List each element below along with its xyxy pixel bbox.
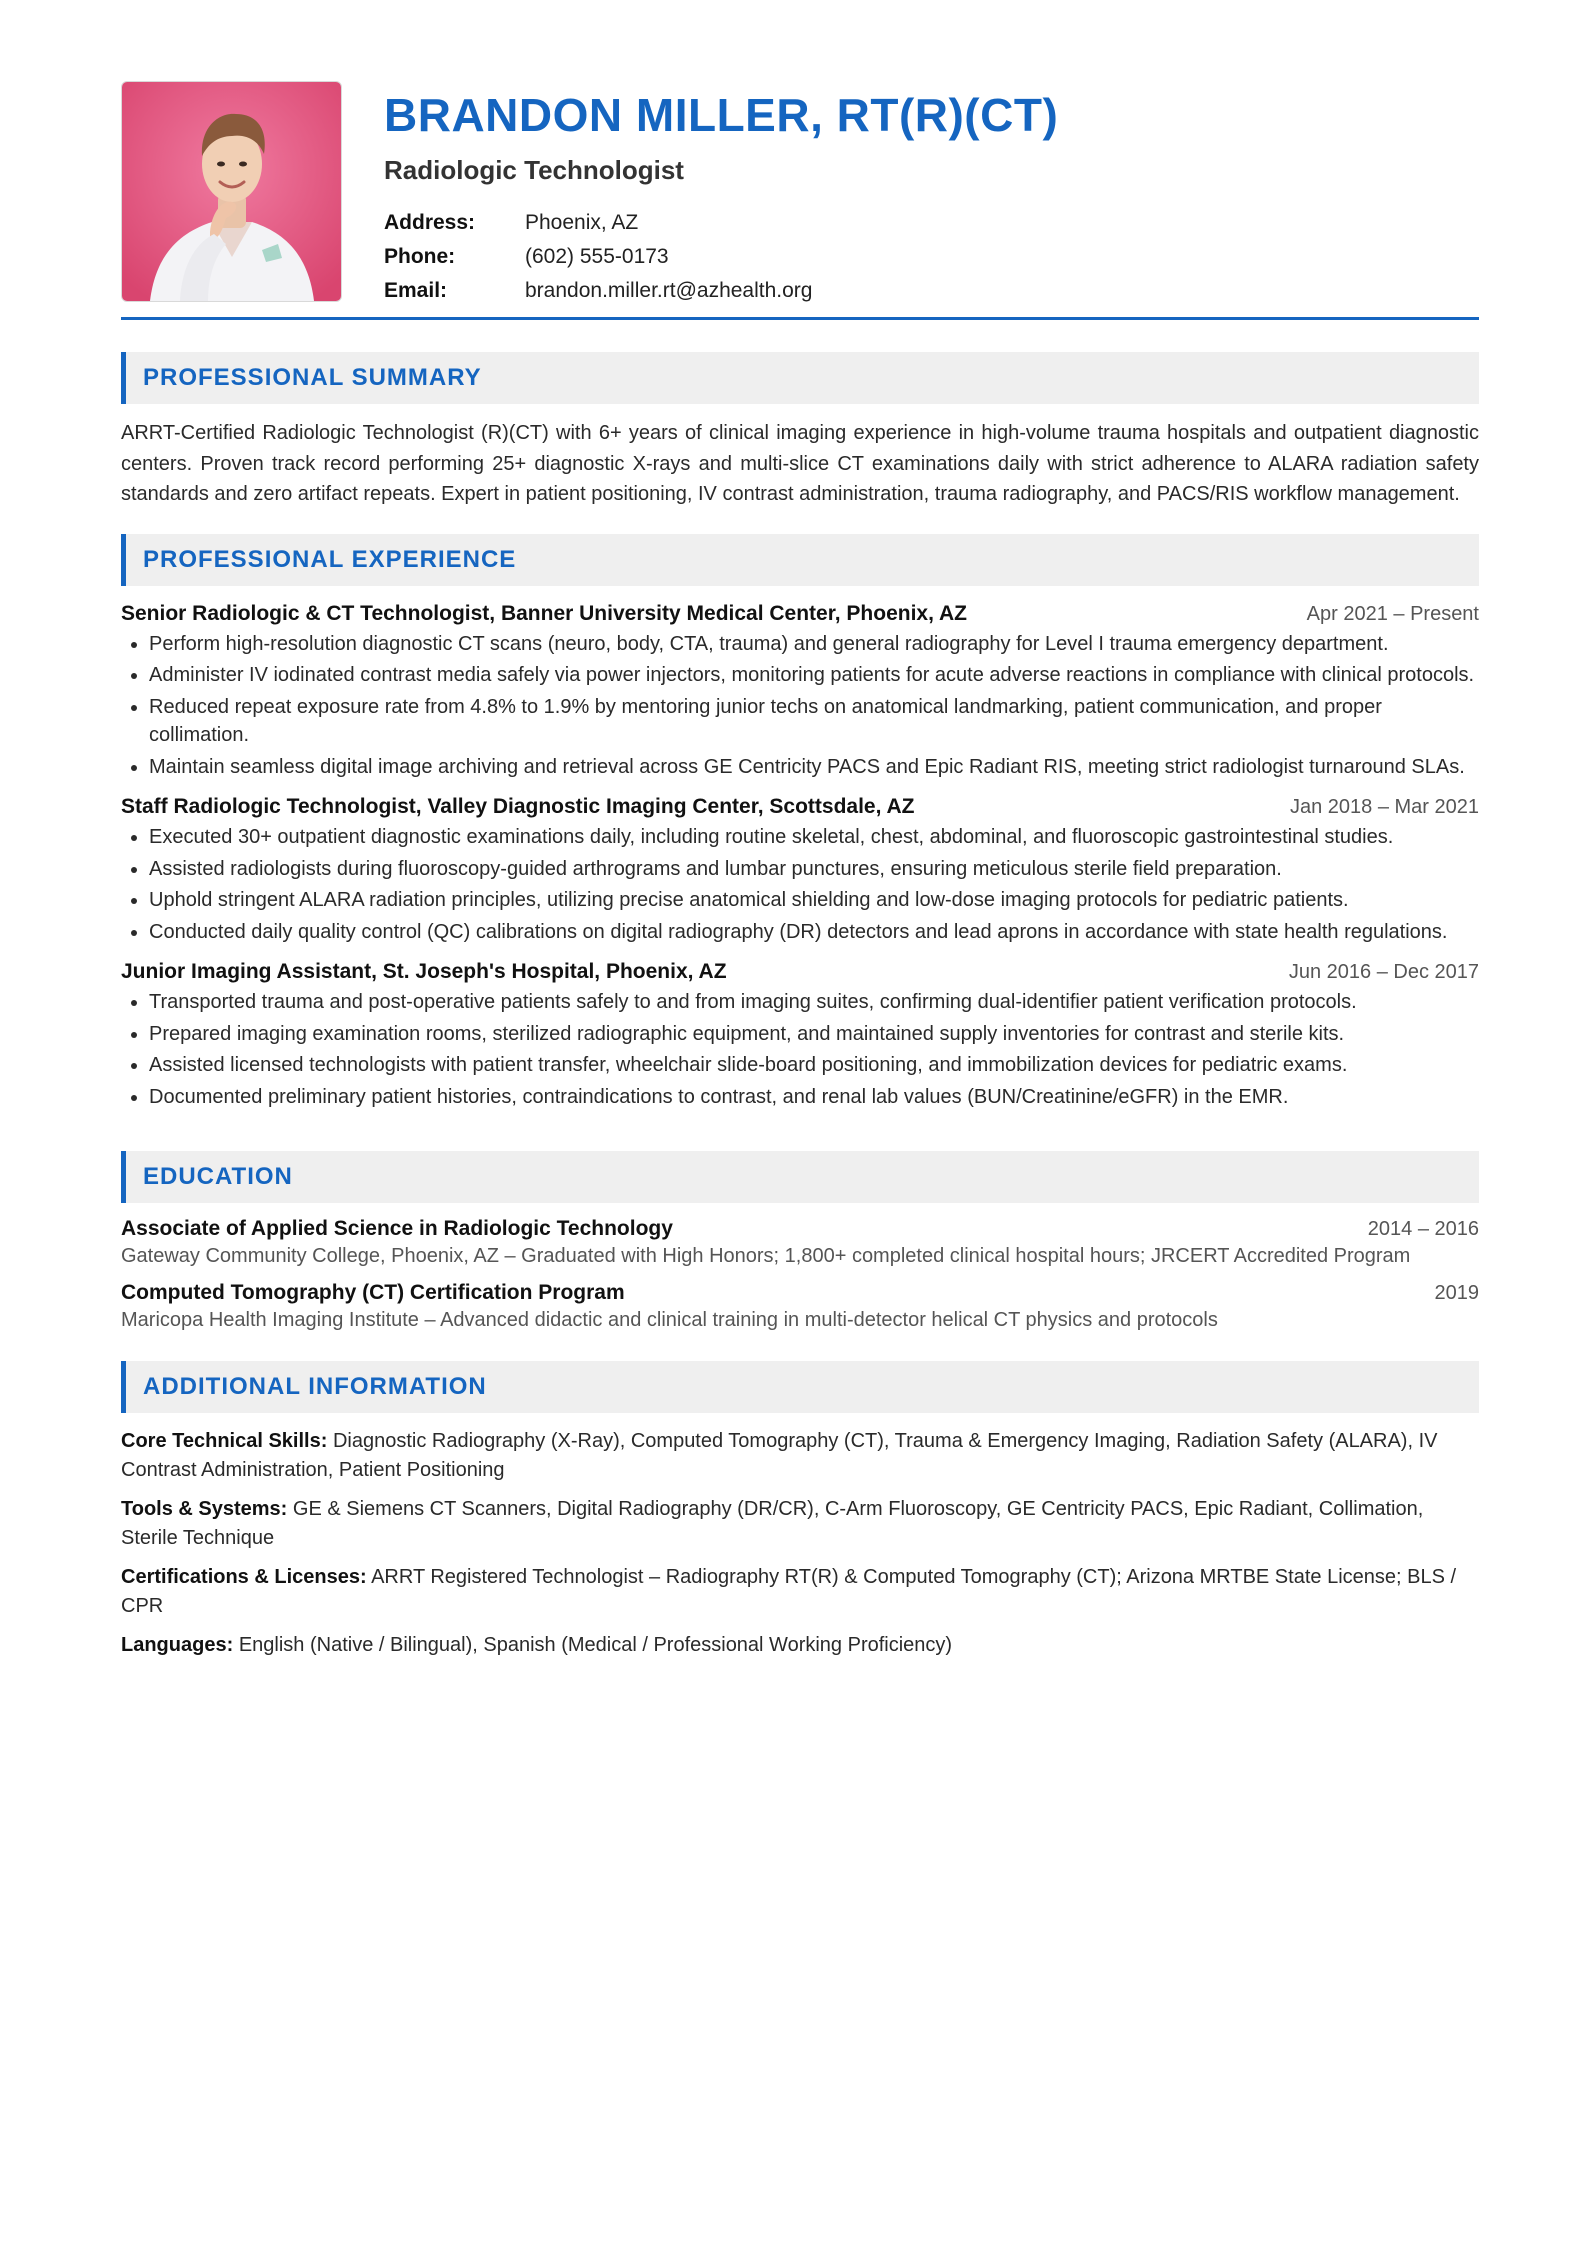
job-entry — [121, 795, 1479, 946]
job-header — [121, 795, 1479, 819]
education-entry — [121, 1281, 1479, 1335]
education-dates: 2019 — [1434, 1282, 1479, 1304]
bullet-item: • Perform high-resolution diagnostic CT scans (neuro, body, CTA, trauma) and general radiography for Level I trauma emergency department. — [149, 630, 1479, 659]
education-header — [121, 1217, 1479, 1241]
info-text: Diagnostic Radiography (X-Ray), Computed Tomography (CT), Trauma & Emergency Imaging, Radiation Safety (ALARA), IV Contrast Administration, Patient Positioning — [121, 1430, 1438, 1481]
info-text: ARRT Registered Technologist – Radiography RT(R) & Computed Tomography (CT); Arizona MRTBE State License; BLS / CPR — [121, 1566, 1457, 1617]
job-position: Senior Radiologic & CT Technologist, Banner University Medical Center, Phoenix, AZ — [121, 601, 967, 625]
education-detail: Gateway Community College, Phoenix, AZ – Graduated with High Honors; 1,800+ completed clinical hospital hours; JRCERT Accredited Program — [121, 1245, 1411, 1267]
additional-info — [121, 1427, 1479, 1660]
bullet-item: • Maintain seamless digital image archiving and retrieval across GE Centricity PACS and Epic Radiant RIS, meeting strict radiologist turnaround SLAs. — [149, 753, 1479, 782]
profile-photo — [121, 81, 342, 302]
bullet-item: • Assisted licensed technologists with patient transfer, wheelchair slide-board positioning, and immobilization devices for pediatric exams. — [149, 1051, 1479, 1080]
section-heading-summary — [121, 352, 1479, 404]
section-title: ADDITIONAL INFORMATION — [143, 1373, 487, 1400]
job-header — [121, 960, 1479, 984]
job-header — [121, 602, 1479, 626]
job-bullets — [121, 823, 1479, 946]
education-dates: 2014 – 2016 — [1367, 1218, 1479, 1240]
contact-label: Address: — [384, 211, 476, 234]
summary-text: ARRT-Certified Radiologic Technologist (R)(CT) with 6+ years of clinical imaging experience in high-volume trauma hospitals and outpatient diagnostic centers. Proven track record performing 25+ diagnostic X-rays and multi-slice CT examinations daily with strict adherence to ALARA radiation safety standards and zero artifact repeats. Expert in patient positioning, IV contrast administration, trauma radiography, and PACS/RIS workflow management. — [121, 422, 1479, 505]
info-row-tools — [121, 1495, 1479, 1553]
bullet-item: • Reduced repeat exposure rate from 4.8% to 1.9% by mentoring junior techs on anatomical landmarking, patient communication, and proper collimation. — [149, 693, 1479, 750]
info-text: English (Native / Bilingual), Spanish (Medical / Professional Working Proficiency) — [238, 1634, 953, 1656]
job-dates: Apr 2021 – Present — [1306, 602, 1479, 625]
resume-header — [121, 81, 1479, 303]
contact-value: Phoenix, AZ — [525, 211, 639, 234]
contact-address — [384, 206, 1058, 240]
section-heading-experience — [121, 534, 1479, 586]
contact-value: (602) 555-0173 — [525, 245, 669, 268]
resume-page — [121, 81, 1479, 1670]
bullet-item: • Transported trauma and post-operative patients safely to and from imaging suites, confirming dual-identifier patient verification protocols. — [149, 988, 1479, 1017]
header-info — [384, 81, 1058, 308]
bullet-item: • Conducted daily quality control (QC) calibrations on digital radiography (DR) detectors and lead aprons in accordance with state health regulations. — [149, 918, 1479, 947]
bullet-item: • Executed 30+ outpatient diagnostic examinations daily, including routine skeletal, chest, abdominal, and fluoroscopic gastrointestinal studies. — [149, 823, 1479, 852]
header-divider — [121, 317, 1479, 320]
job-dates: Jun 2016 – Dec 2017 — [1288, 961, 1479, 983]
job-bullets — [121, 988, 1479, 1111]
info-text: GE & Siemens CT Scanners, Digital Radiography (DR/CR), C-Arm Fluoroscopy, GE Centricity PACS, Epic Radiant, Collimation, Sterile Technique — [121, 1498, 1424, 1549]
contact-label: Email: — [384, 279, 448, 302]
candidate-name: BRANDON MILLER, RT(R)(CT) — [384, 89, 1059, 141]
bullet-item: • Administer IV iodinated contrast media safely via power injectors, monitoring patients for acute adverse reactions in compliance with clinical protocols. — [149, 661, 1479, 690]
bullet-item: • Assisted radiologists during fluoroscopy-guided arthrograms and lumbar punctures, ensuring meticulous sterile field preparation. — [149, 855, 1479, 884]
info-label: Tools & Systems: — [121, 1498, 288, 1520]
contact-label: Phone: — [384, 245, 456, 268]
education-header — [121, 1281, 1479, 1305]
job-position: Staff Radiologic Technologist, Valley Diagnostic Imaging Center, Scottsdale, AZ — [121, 795, 915, 818]
contact-phone — [384, 240, 1058, 274]
section-heading-education — [121, 1151, 1479, 1203]
info-row-certifications — [121, 1563, 1479, 1621]
section-title: PROFESSIONAL EXPERIENCE — [143, 545, 517, 573]
section-title: PROFESSIONAL SUMMARY — [143, 364, 482, 391]
bullet-item: • Documented preliminary patient histories, contraindications to contrast, and renal lab values (BUN/Creatinine/eGFR) in the EMR. — [149, 1083, 1479, 1112]
job-dates: Jan 2018 – Mar 2021 — [1289, 796, 1479, 818]
job-title: Radiologic Technologist — [384, 155, 684, 185]
degree-title: Computed Tomography (CT) Certification Program — [121, 1281, 625, 1304]
job-entry — [121, 960, 1479, 1111]
job-position: Junior Imaging Assistant, St. Joseph's Hospital, Phoenix, AZ — [121, 960, 727, 983]
section-heading-additional — [121, 1361, 1479, 1413]
info-row-skills — [121, 1427, 1479, 1485]
contact-email — [384, 274, 1058, 308]
education-entry — [121, 1217, 1479, 1271]
job-bullets — [121, 630, 1479, 782]
contact-value: brandon.miller.rt@azhealth.org — [525, 279, 813, 302]
section-title: EDUCATION — [143, 1163, 293, 1190]
degree-title: Associate of Applied Science in Radiologic Technology — [121, 1217, 673, 1240]
info-label: Core Technical Skills: — [121, 1430, 328, 1452]
bullet-item: • Uphold stringent ALARA radiation principles, utilizing precise anatomical shielding and low-dose imaging protocols for pediatric patients. — [149, 886, 1479, 915]
bullet-item: • Prepared imaging examination rooms, sterilized radiographic equipment, and maintained supply inventories for contrast and sterile kits. — [149, 1020, 1479, 1049]
job-entry — [121, 602, 1479, 782]
education-detail: Maricopa Health Imaging Institute – Advanced didactic and clinical training in multi-detector helical CT physics and protocols — [121, 1309, 1218, 1331]
info-label: Certifications & Licenses: — [121, 1566, 367, 1588]
info-label: Languages: — [121, 1634, 234, 1656]
info-row-languages — [121, 1631, 1479, 1660]
